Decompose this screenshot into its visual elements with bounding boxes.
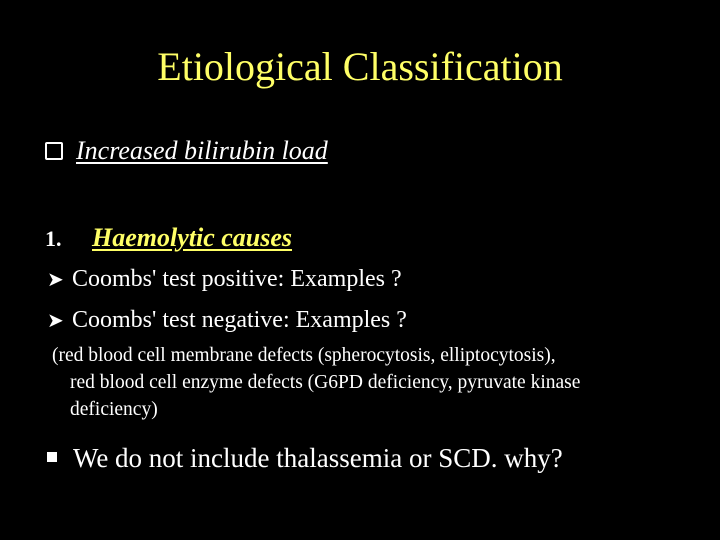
checkbox-square-icon — [45, 142, 63, 160]
list-number: 1. — [45, 226, 62, 251]
arrow-list-item — [47, 304, 407, 337]
final-point-row — [47, 440, 563, 476]
final-point-text: We do not include thalassemia or SCD. why? — [73, 443, 563, 473]
subheading-text: Haemolytic causes — [92, 223, 293, 252]
square-bullet-icon — [47, 452, 57, 462]
arrow-bullet-icon: ➤ — [47, 310, 64, 332]
paragraph-line: deficiency) — [70, 399, 158, 420]
slide-title: Etiological Classification — [157, 44, 563, 89]
paragraph-line: (red blood cell membrane defects (spherocytosis, elliptocytosis), — [52, 345, 556, 366]
heading-bullet-row — [45, 134, 328, 168]
subheading-row — [45, 221, 292, 256]
arrow-list-item — [47, 263, 402, 296]
examples-paragraph — [52, 342, 712, 423]
paragraph-line: red blood cell enzyme defects (G6PD deficiency, pyruvate kinase — [70, 372, 581, 393]
arrow-item-text: Coombs' test negative: Examples ? — [72, 307, 407, 333]
arrow-bullet-icon: ➤ — [47, 269, 64, 291]
heading-text: Increased bilirubin load — [76, 136, 328, 165]
arrow-item-text: Coombs' test positive: Examples ? — [72, 266, 402, 292]
